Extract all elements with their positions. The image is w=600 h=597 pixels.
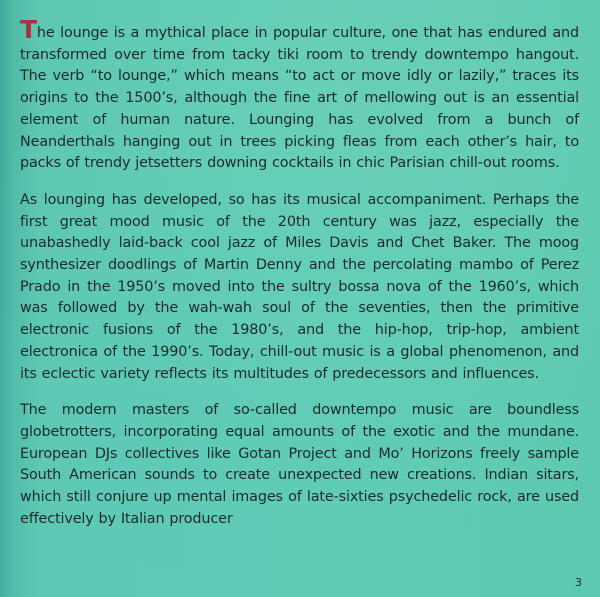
paragraph-3: The modern masters of so-called downtempo music are boundless globetrotters, incorporating equal amounts of the exotic and the mundane. European DJs collectives like Gotan Project and Mo’ Horizons freely sample South American sounds to create unexpected new creations. Indian sitars, which still conjure up mental images of late-sixties psychedelic rock, are used effectively by Italian producer: [20, 402, 579, 527]
drop-cap: T: [20, 15, 37, 44]
paragraph-1-text: he lounge is a mythical place in popular culture, one that has endured and transformed over time from tacky tiki room to trendy downtempo hangout. The verb “to lounge,” which means “to act or move idly or lazily,” traces its origins to the 1500’s, although the fine art of mellowing out is an essential element of human nature. Lounging has evolved from a bunch of Neanderthals hanging out in trees picking fleas from each other’s hair, to packs of trendy jetsetters downing cocktails in chic Parisian chill-out rooms.: [20, 25, 579, 172]
document-page: [20, 15, 579, 545]
paragraph-1: [20, 15, 579, 175]
paragraph-2: As lounging has developed, so has its musical accompaniment. Perhaps the first great mood music of the 20th century was jazz, especially the unabashedly laid-back cool jazz of Miles Davis and Chet Baker. The moog synthesizer doodlings of Martin Denny and the percolating mambo of Perez Prado in the 1950’s moved into the sultry bossa nova of the 1960’s, which was followed by the wah-wah soul of the seventies, then the primitive electronic fusions of the 1980’s, and the hip-hop, trip-hop, ambient electronica of the 1990’s. Today, chill-out music is a global phenomenon, and its eclectic variety reflects its multitudes of predecessors and influences.: [20, 191, 579, 382]
page-number: 3: [575, 576, 582, 589]
